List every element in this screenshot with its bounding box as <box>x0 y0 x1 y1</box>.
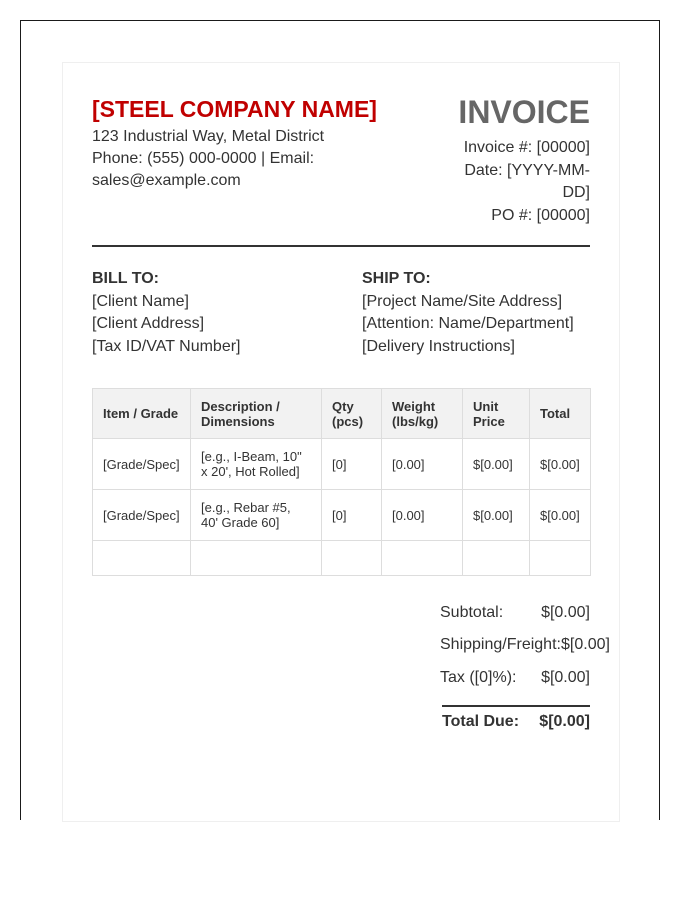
table-cell: $[0.00] <box>530 439 591 490</box>
bill-to-line: [Client Name] <box>92 292 189 310</box>
column-header: Description / Dimensions <box>191 389 322 439</box>
company-contact: Phone: (555) 000-0000 | Email: sales@example.com <box>92 150 315 189</box>
header-divider <box>92 245 590 247</box>
bill-to-block <box>92 268 342 358</box>
column-header: Total <box>530 389 591 439</box>
line-items-table <box>92 388 591 576</box>
subtotal-label: Subtotal: <box>440 604 504 621</box>
table-cell: [0.00] <box>382 439 463 490</box>
table-cell: [e.g., I-Beam, 10" x 20', Hot Rolled] <box>191 439 322 490</box>
table-cell <box>530 541 591 576</box>
invoice-meta <box>440 137 590 227</box>
ship-to-line: [Attention: Name/Department] <box>362 315 574 332</box>
table-cell <box>463 541 530 576</box>
subtotal-value: $[0.00] <box>541 604 590 621</box>
table-cell <box>322 541 382 576</box>
invoice-number: Invoice #: [00000] <box>463 139 590 156</box>
ship-to-line: [Delivery Instructions] <box>362 337 515 355</box>
invoice-title: INVOICE <box>458 94 590 130</box>
bill-to-line: [Client Address] <box>92 315 205 332</box>
table-cell <box>191 541 322 576</box>
bill-to-heading: BILL TO: <box>92 270 159 287</box>
invoice-date: Date: [YYYY-MM-DD] <box>464 161 590 201</box>
tax-value: $[0.00] <box>541 669 590 686</box>
table-cell <box>382 541 463 576</box>
ship-to-line: [Project Name/Site Address] <box>362 292 563 310</box>
total-due-value: $[0.00] <box>539 713 590 730</box>
totals-block <box>440 604 610 744</box>
tax-label: Tax ([0]%): <box>440 669 517 686</box>
table-cell: [Grade/Spec] <box>93 490 191 541</box>
shipping-value: $[0.00] <box>561 636 610 653</box>
table-row-empty <box>93 541 591 576</box>
shipping-label: Shipping/Freight: <box>440 636 561 653</box>
table-cell: [0] <box>322 439 382 490</box>
table-row <box>93 439 591 490</box>
table-cell: [0.00] <box>382 490 463 541</box>
invoice-po: PO #: [00000] <box>491 206 590 224</box>
table-cell: [0] <box>322 490 382 541</box>
table-cell: [Grade/Spec] <box>93 439 191 490</box>
company-address-block <box>92 126 342 192</box>
column-header: Unit Price <box>463 389 530 439</box>
company-name: [STEEL COMPANY NAME] <box>92 96 377 122</box>
bill-to-line: [Tax ID/VAT Number] <box>92 337 241 355</box>
column-header: Item / Grade <box>93 389 191 439</box>
table-cell: $[0.00] <box>463 490 530 541</box>
table-row <box>93 490 591 541</box>
totals-divider <box>442 705 590 707</box>
table-cell <box>93 541 191 576</box>
table-cell: $[0.00] <box>463 439 530 490</box>
company-address: 123 Industrial Way, Metal District <box>92 128 325 145</box>
column-header: Qty (pcs) <box>322 389 382 439</box>
ship-to-block <box>362 268 612 358</box>
total-due-label: Total Due: <box>442 713 520 730</box>
column-header: Weight (lbs/kg) <box>382 389 463 439</box>
table-header-row <box>93 389 591 439</box>
table-cell: $[0.00] <box>530 490 591 541</box>
table-cell: [e.g., Rebar #5, 40' Grade 60] <box>191 490 322 541</box>
ship-to-heading: SHIP TO: <box>362 270 431 287</box>
